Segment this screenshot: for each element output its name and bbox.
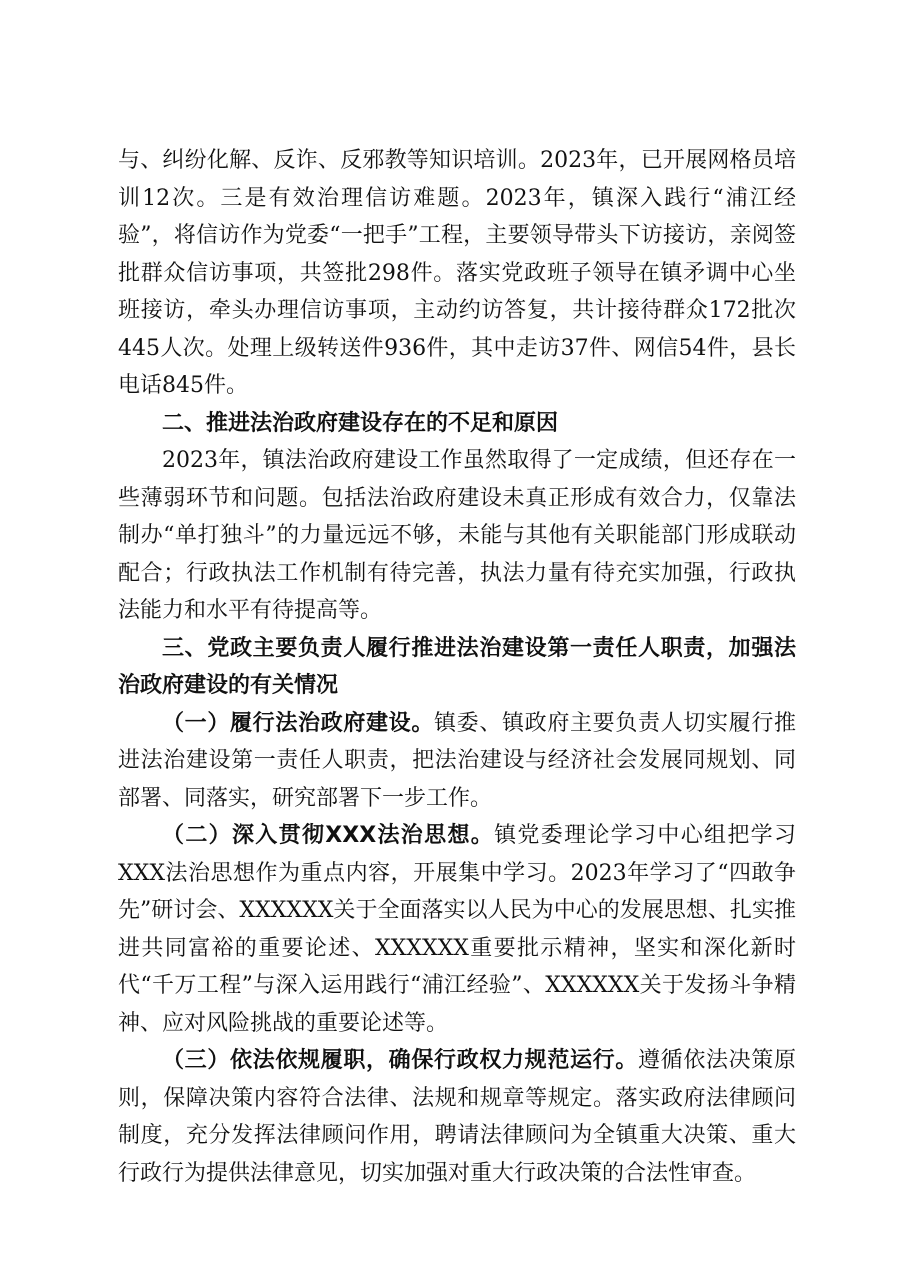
- document-page: [118, 142, 796, 1192]
- paragraph-grid-training-and-petitions: 与、纠纷化解、反诈、反邪教等知识培训。2023年，已开展网格员培训12次。三是有效治理信访难题。2023年，镇深入践行“浦江经验”，将信访作为党委“一把手”工程，主要领导带头下访接访，亲阅签批群众信访事项，共签批298件。落实党政班子领导在镇矛调中心坐班接访，牵头办理信访事项，主动约访答复，共计接待群众172批次445人次。处理上级转送件936件，其中走访37件、网信54件，县长电话845件。: [118, 148, 796, 398]
- subsection-lead: （二）深入贯彻XXX法治思想。: [162, 823, 495, 848]
- subsection-lawful-duties: [118, 1042, 796, 1192]
- subsection-fulfill-construction: [118, 705, 796, 818]
- subsection-implement-thought: [118, 817, 796, 1042]
- section-heading-shortcomings: 二、推进法治政府建设存在的不足和原因: [162, 410, 559, 436]
- subsection-body: 镇委、镇政府主要负责人切实履行推进法治建设第一责任人职责，把法治建设与经济社会发展同规划、同部署、同落实，研究部署下一步工作。: [118, 710, 796, 811]
- section-heading-leader-duties: 三、党政主要负责人履行推进法治建设第一责任人职责，加强法治政府建设的有关情况: [118, 635, 796, 698]
- paragraph-shortcomings: 2023年，镇法治政府建设工作虽然取得了一定成绩，但还存在一些薄弱环节和问题。包括法治政府建设未真正形成有效合力，仅靠法制办“单打独斗”的力量远远不够，未能与其他有关职能部门形成联动配合；行政执法工作机制有待完善，执法力量有待充实加强，行政执法能力和水平有待提高等。: [118, 448, 796, 623]
- subsection-body: 镇党委理论学习中心组把学习XXX法治思想作为重点内容，开展集中学习。2023年学习了“四敢争先”研讨会、XXXXXX关于全面落实以人民为中心的发展思想、扎实推进共同富裕的重要论述、XXXXXX重要批示精神，坚实和深化新时代“千万工程”与深入运用践行“浦江经验”、XXXXXX关于发扬斗争精神、应对风险挑战的重要论述等。: [118, 823, 796, 1036]
- subsection-lead: （一）履行法治政府建设。: [162, 710, 434, 736]
- subsection-body: 遵循依法决策原则，保障决策内容符合法律、法规和规章等规定。落实政府法律顾问制度，充分发挥法律顾问作用，聘请法律顾问为全镇重大决策、重大行政行为提供法律意见，切实加强对重大行政决策的合法性审查。: [118, 1048, 796, 1186]
- subsection-lead: （三）依法依规履职，确保行政权力规范运行。: [162, 1048, 638, 1073]
